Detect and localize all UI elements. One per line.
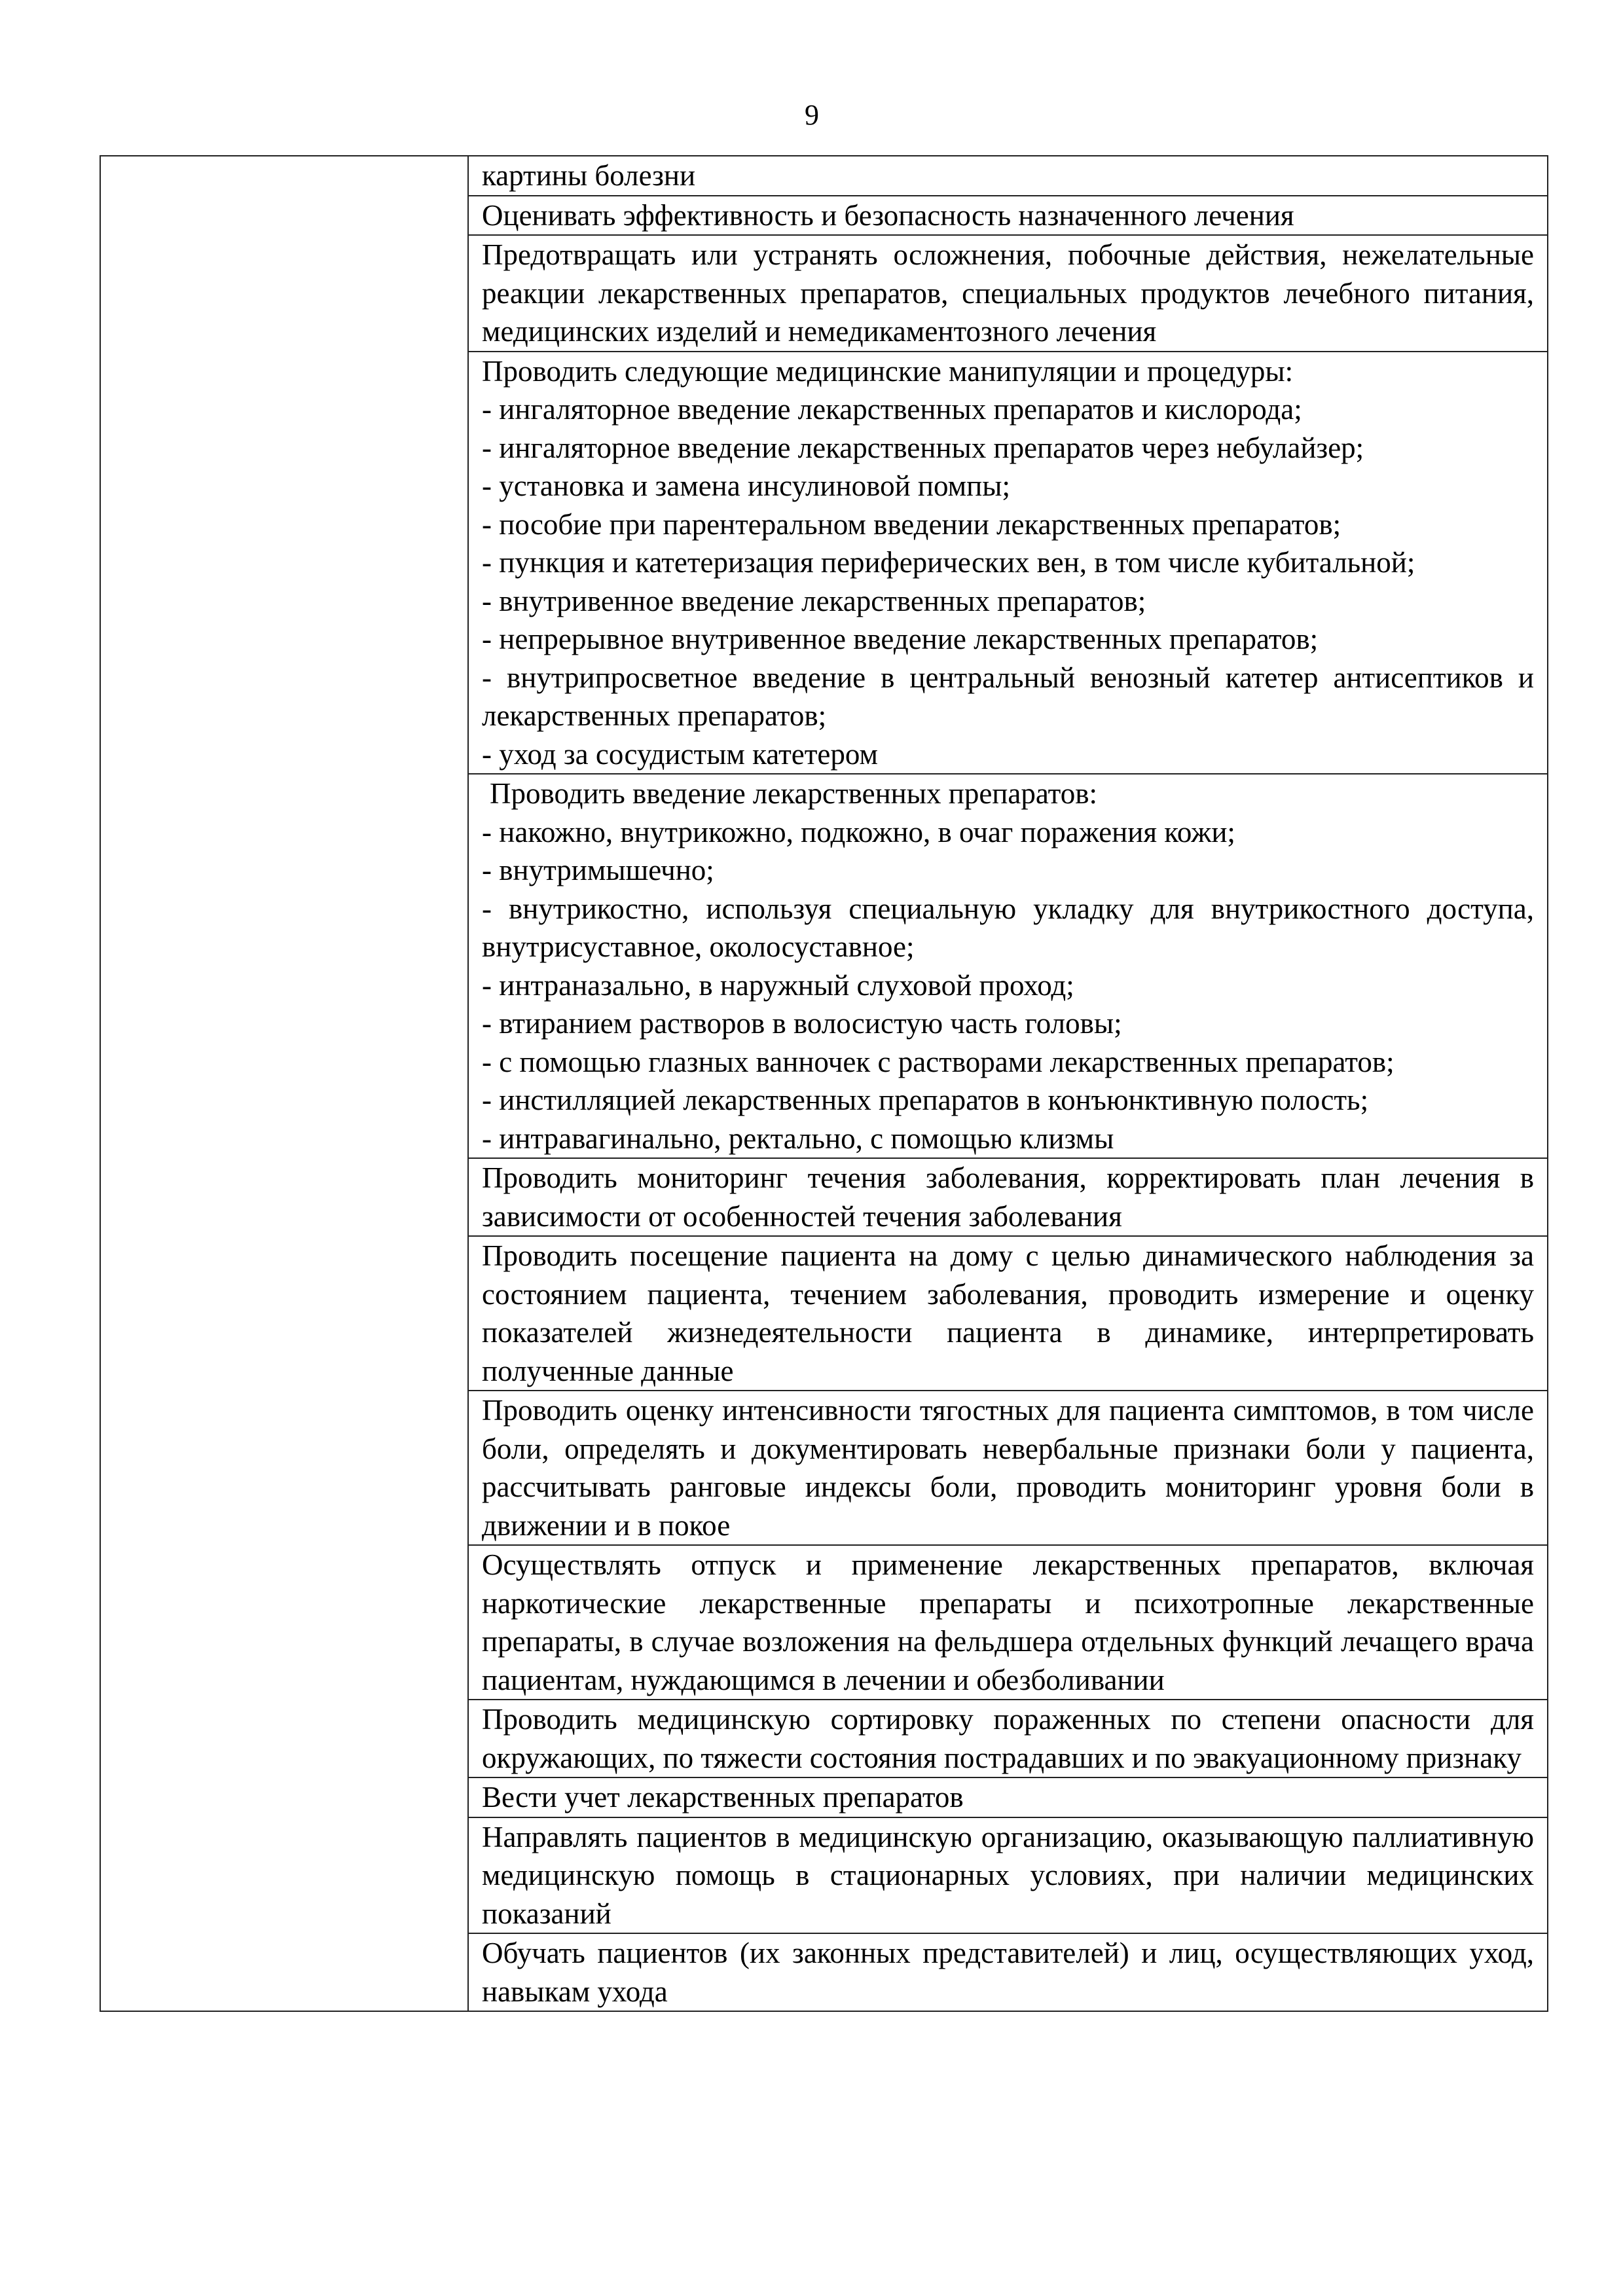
cell-line: - интраназально, в наружный слуховой проход; [482, 968, 1074, 1002]
cell-text: Предотвращать или устранять осложнения, побочные действия, нежелательные реакции лекарственных препаратов, специальных продуктов лечебного питания, медицинских изделий и немедикаментозного лечения [482, 238, 1534, 348]
cell-line: - внутривенное введение лекарственных препаратов; [482, 584, 1146, 617]
cell-line: Проводить введение лекарственных препаратов: [490, 777, 1097, 810]
cell-line: - установка и замена инсулиновой помпы; [482, 469, 1010, 502]
cell-line: - втиранием растворов в волосистую часть головы; [482, 1007, 1122, 1040]
table-cell [468, 1236, 1548, 1391]
cell-line: - внутрипросветное введение в центральный венозный катетер антисептиков и лекарственных препаратов; [482, 661, 1534, 732]
table-body [100, 156, 1548, 2011]
empty-left-column [100, 156, 468, 2011]
page-number: 9 [805, 99, 819, 131]
table-cell [468, 235, 1548, 352]
cell-text: Обучать пациентов (их законных представителей) и лиц, осуществляющих уход, навыкам ухода [482, 1937, 1534, 2008]
cell-line: Проводить следующие медицинские манипуляции и процедуры: [482, 354, 1294, 388]
cell-text: Оценивать эффективность и безопасность назначенного лечения [482, 198, 1294, 232]
cell-line: - внутримышечно; [482, 854, 714, 886]
cell-text: Проводить оценку интенсивности тягостных для пациента симптомов, в том числе боли, определять и документировать невербальные признаки боли у пациента, рассчитывать ранговые индексы боли, проводить мониторинг уровня боли в движении и в покое [482, 1394, 1534, 1542]
cell-text: Проводить посещение пациента на дому с целью динамического наблюдения за состоянием пациента, течением заболевания, проводить измерение и оценку показателей жизнедеятельности пациента в динамике, интерпретировать полученные данные [482, 1239, 1534, 1387]
table-cell [468, 1933, 1548, 2011]
cell-text: картины болезни [482, 159, 696, 192]
requirements-table [100, 155, 1548, 2012]
cell-text: Направлять пациентов в медицинскую организацию, оказывающую паллиативную медицинскую помощь в стационарных условиях, при наличии медицинских показаний [482, 1820, 1534, 1930]
table-row [100, 156, 1548, 196]
cell-text: Проводить медицинскую сортировку пораженных по степени опасности для окружающих, по тяжести состояния пострадавших и по эвакуационному признаку [482, 1703, 1534, 1774]
cell-line: - пункция и катетеризация периферических вен, в том числе кубитальной; [482, 546, 1415, 579]
cell-text: Осуществлять отпуск и применение лекарственных препаратов, включая наркотические лекарственные препараты и психотропные лекарственные препараты, в случае возложения на фельдшера отдельных функций лечащего врача пациентам, нуждающимся в лечении и обезболивании [482, 1548, 1534, 1696]
cell-line: - непрерывное внутривенное введение лекарственных препаратов; [482, 623, 1319, 655]
cell-line: - с помощью глазных ванночек с растворами лекарственных препаратов; [482, 1045, 1395, 1078]
table-cell [468, 352, 1548, 774]
table-cell [468, 196, 1548, 236]
cell-line: - ингаляторное введение лекарственных препаратов через небулайзер; [482, 431, 1364, 464]
cell-line: - интравагинально, ректально, с помощью клизмы [482, 1121, 1114, 1155]
table-cell [468, 1777, 1548, 1817]
table-cell [468, 156, 1548, 196]
cell-text: Вести учет лекарственных препаратов [482, 1781, 964, 1813]
table-cell [468, 1817, 1548, 1934]
table-cell [468, 1700, 1548, 1777]
cell-line: - накожно, внутрикожно, подкожно, в очаг поражения кожи; [482, 815, 1235, 848]
cell-line: - ингаляторное введение лекарственных препаратов и кислорода; [482, 393, 1302, 426]
cell-line: - пособие при парентеральном введении лекарственных препаратов; [482, 507, 1341, 541]
cell-line: - внутрикостно, используя специальную укладку для внутрикостного доступа, внутрисуставное, околосуставное; [482, 892, 1534, 963]
table-cell [468, 774, 1548, 1158]
cell-text: Проводить мониторинг течения заболевания, корректировать план лечения в зависимости от особенностей течения заболевания [482, 1161, 1534, 1233]
table-cell [468, 1391, 1548, 1545]
cell-line: - инстилляцией лекарственных препаратов в конъюнктивную полость; [482, 1084, 1369, 1116]
table-cell [468, 1545, 1548, 1700]
cell-line: - уход за сосудистым катетером [482, 737, 878, 771]
table-cell [468, 1158, 1548, 1236]
